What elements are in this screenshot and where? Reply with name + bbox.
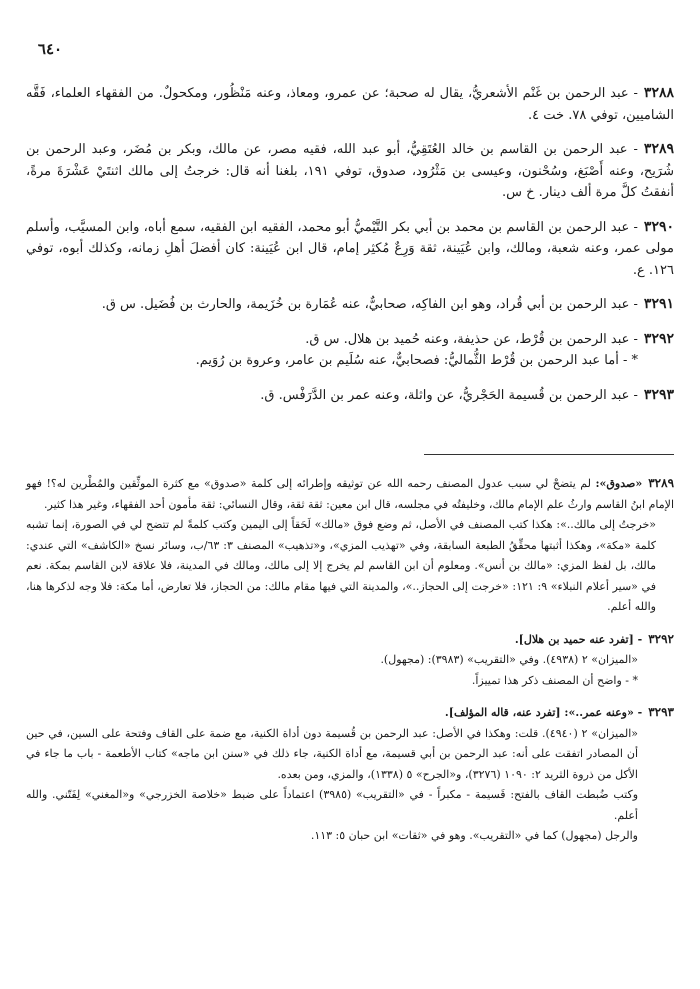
footnote-heading: «صدوق»:: [595, 477, 643, 490]
footnote-heading: - [تفرد عنه حميد بن هلال].: [514, 632, 643, 646]
entry-text: - عبد الرحمن بن قُسيمة الحَجْريُّ، عن واثلة، وعنه عمر بن الدَّرَفْس. ق.: [260, 387, 638, 403]
entry-3289: [26, 139, 674, 204]
footnote-paragraph: «خرجتُ إلى مالك..»: هكذا كتب المصنف في الأصل، ثم وضع فوق «مالك» لَحَقاً إلى اليمين وكتب كلمةً لم تتضح لي في الصورة، إنما تشبه كلمة «مكة»، وهكذا أثبتها محقِّقُ الطبعة السابقة، وفي «تهذيب المزي»، و«تذهيب» المصنف ٣: ٦٣/ب، وسائر نسخ «الكاشف» التي عندي: مالك، بل لفظ المزي: «مالك بن أنس». ومعلوم أن ابن القاسم لم يخرج إلا إلى مالك، ومالك في المدينة، فلا علاقة لابن القاسم بمكة. نعم في «سير أعلام النبلاء» ٩: ١٢١: «خرجت إلى الحجاز..»، والمدينة التي فيها مقام مالك: من الحجاز، فلا تعارض، أما مكة: فلا وجه لذكرها هنا، والله أعلم.: [26, 518, 656, 613]
entry-text: - عبد الرحمن بن القاسم بن خالد العُتَقِيُّ، أبو عبد الله، فقيه مصر، عن مالك، وبكر بن مُضَر، وعبد الرحمن بن شُرَيح، وعنه أَصْبَغ، وسُحْنون، وعيسى بن مَثْرُود، صدوق، توفي ١٩١، بلغنا أنه قال: خرجتُ إلى مالك اثنتَيْ عَشْرَةَ مرةً، أنفقتُ كلَّ مرة ألف دينار. خ س.: [26, 142, 674, 200]
footnote-number: ٣٢٩٣: [648, 705, 674, 719]
entry-number: ٣٢٩٣: [643, 386, 674, 403]
entry-3292: [26, 329, 674, 372]
footnote-divider: [424, 454, 674, 455]
page-number: ٦٤٠: [37, 40, 63, 58]
footnote-line: «الميزان» ٢ (٤٩٣٨). وفي «التقريب» (٣٩٨٣): (مجهول).: [380, 653, 638, 666]
entry-number: ٣٢٩١: [643, 296, 674, 312]
entry-text: - عبد الرحمن بن غَنْم الأشعريُّ، يقال له صحبة؛ عن عمرو، ومعاذ، وعنه مَنْظُور، ومكحولٌ. من الفقهاء العلماء، فَقَّه الشاميين، توفي ٧٨. خت ٤.: [26, 86, 674, 123]
entry-text: - عبد الرحمن بن القاسم بن محمد بن أبي بكر التَّيْميُّ أبو محمد، الفقيه ابن الفقيه، سمع أباه، وابن المسيَّب، وأسلم مولى عمر، وعنه شعبة، ومالك، وابن عُيَينة، ثقة وَرِعٌ مُكثِر إمام، قال ابن عُيَينة: كان أفضلَ أهلِ زمانه، وكذلك أبوه، توفي ١٢٦. ع.: [26, 219, 674, 278]
entry-number: ٣٢٩٢: [643, 330, 674, 347]
footnote-3293: [26, 702, 674, 847]
entry-text: - عبد الرحمن بن أبي قُراد، وهو ابن الفاكِه، صحابيٌّ، عنه عُمَارة بن خُزَيمة، والحارث بن فُضَيل. س ق.: [101, 297, 638, 312]
footnote-line: وكتب ضُبطت القاف بالفتح: قَسيمة - مكبراً - في «التقريب» (٣٩٨٥) اعتماداً على ضبط «خلاصة الخزرجي» و«المغني» لِفَتّني. والله أعلم.: [26, 788, 639, 822]
entry-3290: [26, 217, 674, 282]
entry-3291: [26, 294, 674, 316]
footnote-line: «الميزان» ٢ (٤٩٤٠). قلت: وهكذا في الأصل: عبد الرحمن بن قُسيمة دون أداة الكنية، مع ضمة على القاف وفتحة على السين، في حين أن المصادر اتفقت على أنه: عبد الرحمن بن أبي قسيمة، مع أداة الكنية، جاء ذلك في «سنن ابن ماجه» كتاب الأطعمة - باب ما جاء في الأكل من ذروة الثريد ٢: ١٠٩٠ (٣٢٧٦)، و«الجرح» ٥ (١٣٣٨)، والمزي، ومن بعده.: [26, 726, 639, 781]
entry-subnote: * - أما عبد الرحمن بن قُرْط الثُّماليُّ: فصحابيٌّ، عنه سُلَيم بن عامر، وعروة بن رُوَيم.: [195, 353, 638, 368]
entry-text: - عبد الرحمن بن قُرْط، عن حذيفة، وعنه حُميد بن هلال. س ق.: [305, 331, 638, 347]
footnote-heading: - «وعنه عمر..»: [تفرد عنه، قاله المؤلف].: [444, 706, 643, 719]
entry-3288: [26, 83, 674, 126]
footnote-3289: [26, 473, 674, 618]
footnotes: [26, 462, 674, 851]
entry-number: ٣٢٨٨: [643, 85, 674, 101]
entry-number: ٣٢٩٠: [643, 218, 674, 235]
main-text: [26, 70, 674, 412]
footnote-line: * - واضح أن المصنف ذكر هذا تمييزاً.: [471, 673, 638, 687]
footnote-text: لم يتضحْ لي سبب عدول المصنف رحمه الله عن توثيقه وإطرائه إلى كلمة «صدوق» مع كثرة الموثِّقين والمُطْرين له؟! فهو الإمام ابنُ القاسم وارثُ علم الإمام مالك، وخليفتُه في مجلسه، قال ابن معين: ثقة ثقة، وقال النسائي: ثقة مأمون أحد الفقهاء، وغير هذا كثير.: [26, 477, 674, 511]
footnote-3292: [26, 629, 674, 692]
entry-number: ٣٢٨٩: [643, 141, 674, 157]
footnote-number: ٣٢٩٢: [648, 631, 674, 646]
footnote-number: ٣٢٨٩: [648, 476, 675, 490]
entry-3293: [26, 385, 674, 407]
footnote-line: والرجل (مجهول) كما في «التقريب». وهو في «ثقات» ابن حبان ٥: ١١٣.: [310, 829, 638, 842]
